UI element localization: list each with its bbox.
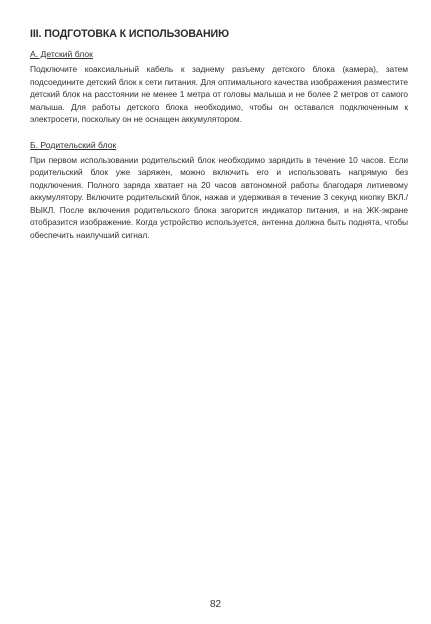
paragraph-parent-unit: При первом использовании родительский блок необходимо зарядить в течение 10 часов. Если родительский блок уже заряжен, можно включить его и использовать напрямую без подключения. Полного заряда хватает на 20 часов автономной работы благодаря литиевому аккумулятору. Включите родительский блок, нажав и удерживая в течение 3 секунд кнопку ВКЛ./ВЫКЛ. После включения родительского блока загорится индикатор питания, и на ЖК-экране отобразится изображение. Когда устройство используется, антенна должна быть поднята, чтобы обеспечить наилучший сигнал. [30, 154, 408, 240]
section-parent-unit [30, 140, 408, 242]
section-title: III. ПОДГОТОВКА К ИСПОЛЬЗОВАНИЮ [30, 28, 229, 40]
subsection-title-parent-unit: Б. Родительский блок [30, 139, 117, 150]
page-number: 82 [209, 599, 222, 610]
section-baby-unit [30, 49, 408, 126]
subsection-title-baby-unit: А. Детский блок [30, 49, 93, 59]
paragraph-baby-unit: Подключите коаксиальный кабель к заднему разъему детского блока (камера), затем подсоедините детский блок к сети питания. Для оптимального качества изображения разместите детский блок на расстоянии не менее 1 метра от головы малыша и не более 2 метров от самого малыша. Для работы детского блока необходимо, чтобы он оставался подключенным к электросети, поскольку он не оснащен аккумулятором. [30, 64, 408, 124]
document-page [30, 28, 408, 255]
